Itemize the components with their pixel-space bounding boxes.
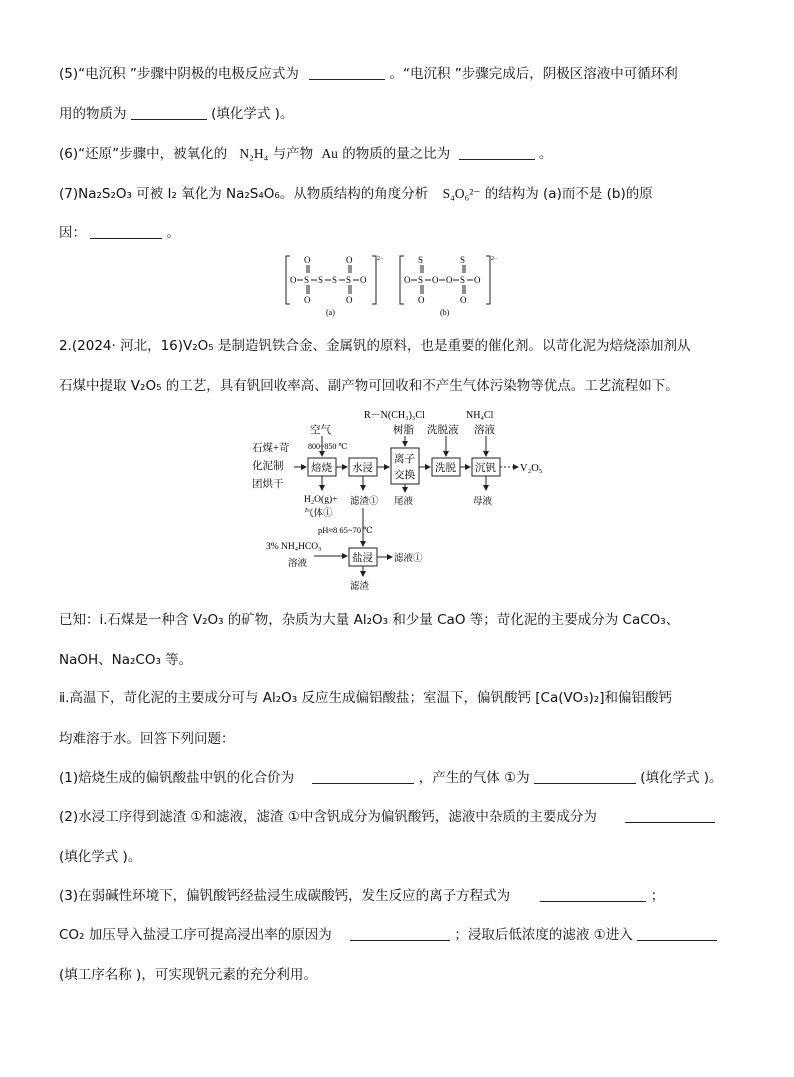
atom: O bbox=[404, 275, 411, 285]
atom: S bbox=[418, 255, 424, 265]
q5-text-a: (5)“电沉积 ”步骤中阴极的电极反应式为 bbox=[59, 66, 299, 82]
filtrate1-label: 滤液① bbox=[394, 554, 423, 564]
q1-blank-1[interactable] bbox=[312, 769, 414, 784]
q3-blank-2[interactable] bbox=[350, 926, 450, 941]
charge-a: 2− bbox=[377, 256, 384, 262]
salt-reagent-label: 溶液 bbox=[288, 559, 308, 569]
atom: S bbox=[460, 255, 466, 265]
q7-text-a: (7)Na₂S₂O₃ 可被 I₂ 氧化为 Na₂S₄O₆。从物质结构的角度分析 bbox=[59, 186, 429, 202]
q7-ion: S₄O₆²⁻ bbox=[442, 186, 481, 201]
product-label: V₂O₅ bbox=[520, 463, 543, 474]
q2-blank[interactable] bbox=[625, 808, 715, 823]
atom: O bbox=[432, 275, 439, 285]
nh4cl-label: NH₄Cl bbox=[466, 410, 494, 421]
known-line4: 均难溶于水。回答下列问题： bbox=[59, 731, 235, 747]
ion-exchange-label: 离子 bbox=[394, 454, 415, 465]
q6-n2h4: N₂H₄ bbox=[239, 146, 269, 161]
atom: S bbox=[346, 275, 352, 285]
q5-line1 bbox=[59, 62, 678, 82]
water-leach-label: 水浸 bbox=[352, 463, 373, 474]
charge-b: 2− bbox=[491, 256, 498, 262]
q3-blank-1[interactable] bbox=[540, 887, 646, 902]
bracket-a-right bbox=[372, 256, 376, 304]
atom: O bbox=[346, 255, 353, 265]
q6-blank[interactable] bbox=[459, 145, 535, 160]
q3-text-c: CO₂ 加压导入盐浸工序可提高浸出率的原因为 bbox=[59, 927, 332, 943]
elution-label: 洗脱 bbox=[435, 463, 456, 474]
q5-line2 bbox=[59, 102, 293, 122]
atom: S bbox=[318, 275, 324, 285]
process-flow-diagram bbox=[252, 406, 552, 594]
gas1-label: 气体① bbox=[304, 509, 333, 519]
raw-material-label: 化泥制 bbox=[252, 461, 284, 472]
q1-line bbox=[59, 766, 723, 786]
roast-label: 焙烧 bbox=[311, 463, 332, 474]
q7-text-b: 的结构为 (a)而不是 (b)的原 bbox=[484, 186, 653, 202]
q3-text-a: (3)在弱碱性环境下，偏钒酸钙经盐浸生成碳酸钙，发生反应的离子方程式为 bbox=[59, 888, 511, 904]
q3-line3: (填工序名称 )，可实现钒元素的充分利用。 bbox=[59, 967, 317, 983]
structure-a bbox=[290, 255, 367, 305]
q6-text-a: (6)“还原”步骤中，被氧化的 bbox=[59, 146, 228, 162]
q2-line2: (填化学式 )。 bbox=[59, 849, 142, 865]
atom: O bbox=[290, 275, 297, 285]
atom: S bbox=[418, 275, 424, 285]
label-a: (a) bbox=[326, 308, 335, 317]
q5-text-b: 。“电沉积 ”步骤完成后，阴极区溶液中可循环利 bbox=[389, 66, 678, 82]
precipitation-label: 沉钒 bbox=[475, 463, 496, 474]
raw-material-label: 石煤+苛 bbox=[252, 443, 290, 454]
tail-liquid-label: 尾液 bbox=[394, 497, 414, 507]
q6-au: Au bbox=[321, 146, 338, 161]
q3-text-b: ； bbox=[650, 888, 665, 904]
q1-blank-2[interactable] bbox=[534, 769, 636, 784]
raw-material-label: 团烘干 bbox=[252, 479, 284, 490]
q5-blank-1[interactable] bbox=[309, 65, 385, 80]
salt-reagent-label: 3% NH₄HCO₃ bbox=[266, 542, 322, 552]
atom: S bbox=[332, 275, 338, 285]
atom: S bbox=[304, 275, 310, 285]
atom: O bbox=[304, 295, 311, 305]
q3-line1 bbox=[59, 884, 664, 904]
q5-text-c: 用的物质为 bbox=[59, 106, 127, 122]
known-line1: 已知：ⅰ.石煤是一种含 V₂O₃ 的矿物，杂质为大量 Al₂O₃ 和少量 CaO 等；苛化泥的主要成分为 CaCO₃、 bbox=[59, 612, 680, 628]
condition-label: pH≈8 65~70 ℃ bbox=[318, 525, 373, 535]
eluent-label: 洗脱液 bbox=[427, 425, 459, 436]
q7-blank[interactable] bbox=[90, 224, 162, 239]
known-line2: NaOH、Na₂CO₃ 等。 bbox=[59, 652, 193, 668]
q5-text-d: (填化学式 )。 bbox=[211, 106, 294, 122]
atom: O bbox=[474, 275, 481, 285]
q6-text-c: 的物质的量之比为 bbox=[342, 146, 451, 162]
residue-label: 滤渣 bbox=[350, 582, 370, 592]
nh4cl-solution-label: 溶液 bbox=[474, 425, 495, 436]
atom: O bbox=[460, 295, 467, 305]
q2-text-a: (2)水浸工序得到滤渣 ①和滤液，滤渣 ①中含钒成分为偏钒酸钙，滤液中杂质的主要成分为 bbox=[59, 809, 597, 825]
salt-leach-label: 盐浸 bbox=[352, 553, 373, 564]
q2-line1 bbox=[59, 805, 715, 825]
resin-reagent-label: R－N(CH₃)₃Cl bbox=[364, 410, 425, 421]
problem2-intro-line2: 石煤中提取 V₂O₅ 的工艺，具有钒回收率高、副产物可回收和不产生气体污染物等优点。工艺流程如下。 bbox=[59, 378, 679, 394]
atom: O bbox=[446, 275, 453, 285]
q7-line1 bbox=[59, 182, 653, 202]
structure-b bbox=[404, 255, 481, 305]
q7-text-d: 。 bbox=[166, 225, 181, 241]
q1-text-b: ，产生的气体 ①为 bbox=[418, 770, 530, 786]
problem2-intro-line1: 2.(2024· 河北，16)V₂O₅ 是制造钒铁合金、金属钒的原料，也是重要的催化剂。以苛化泥为焙烧添加剂从 bbox=[59, 338, 691, 354]
q6-line bbox=[59, 142, 552, 162]
q6-text-d: 。 bbox=[538, 146, 553, 162]
q7-text-c: 因： bbox=[59, 225, 86, 241]
bracket-b-right bbox=[486, 256, 490, 304]
q1-text-a: (1)焙烧生成的偏钒酸盐中钒的化合价为 bbox=[59, 770, 295, 786]
q3-text-d: ；浸取后低浓度的滤液 ①进入 bbox=[454, 927, 633, 943]
label-b: (b) bbox=[440, 308, 450, 317]
residue1-label: 滤渣① bbox=[350, 497, 379, 507]
q7-line2 bbox=[59, 221, 180, 241]
s4o6-structures bbox=[280, 252, 510, 322]
temp1-label: 800~850 ℃ bbox=[308, 442, 348, 451]
atom: O bbox=[418, 295, 425, 305]
gas-label: H₂O(g)+ bbox=[304, 495, 338, 505]
resin-label: 树脂 bbox=[393, 425, 414, 436]
q1-text-c: (填化学式 )。 bbox=[640, 770, 723, 786]
q3-blank-3[interactable] bbox=[637, 926, 717, 941]
q6-text-b: 与产物 bbox=[272, 146, 314, 162]
atom: O bbox=[360, 275, 367, 285]
atom: S bbox=[460, 275, 466, 285]
q3-line2 bbox=[59, 923, 717, 943]
ion-exchange-label: 交换 bbox=[394, 470, 415, 481]
q5-blank-2[interactable] bbox=[131, 105, 207, 120]
known-line3: ⅱ.高温下，苛化泥的主要成分可与 Al₂O₃ 反应生成偏铝酸盐；室温下，偏钒酸钙 [Ca(VO₃)₂]和偏铝酸钙 bbox=[59, 690, 672, 706]
mother-liquor-label: 母液 bbox=[473, 497, 493, 507]
atom: O bbox=[304, 255, 311, 265]
atom: O bbox=[346, 295, 353, 305]
air-label: 空气 bbox=[310, 425, 331, 436]
